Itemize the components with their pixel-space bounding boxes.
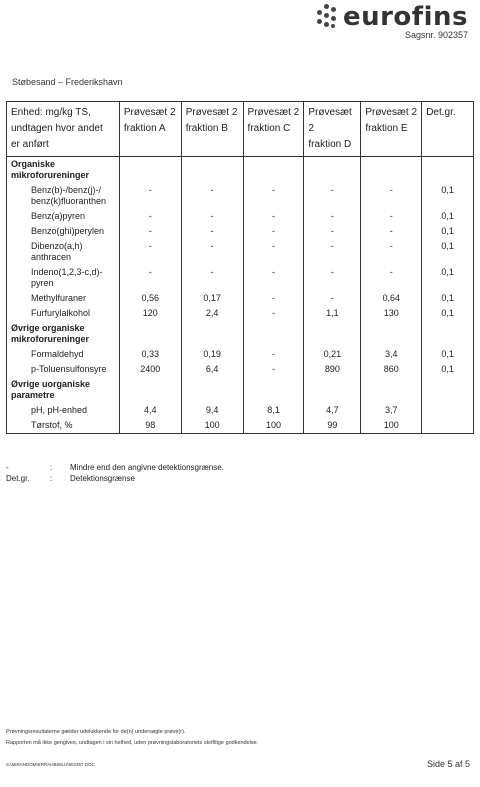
table-row bbox=[7, 239, 474, 265]
value-cell: - bbox=[361, 224, 422, 239]
section-row bbox=[7, 377, 474, 403]
value-cell: - bbox=[119, 224, 181, 239]
value-cell: 2400 bbox=[119, 362, 181, 377]
value-cell: 890 bbox=[304, 362, 361, 377]
footnote bbox=[6, 727, 258, 749]
section-row bbox=[7, 321, 474, 347]
value-cell: 0,1 bbox=[422, 209, 474, 224]
value-cell bbox=[181, 321, 243, 347]
value-cell: 0,21 bbox=[304, 347, 361, 362]
header-column-cell bbox=[243, 102, 304, 157]
value-cell bbox=[361, 377, 422, 403]
value-cell bbox=[181, 157, 243, 184]
value-cell: 98 bbox=[119, 418, 181, 434]
header-line: Prøvesæt 2 bbox=[365, 107, 418, 118]
value-cell: 0,1 bbox=[422, 291, 474, 306]
header-line: fraktion B bbox=[185, 123, 228, 134]
value-cell: 0,19 bbox=[181, 347, 243, 362]
value-cell: 0,1 bbox=[422, 362, 474, 377]
section-label: Organiske mikroforureninger bbox=[7, 157, 120, 184]
header-line: undtagen hvor andet bbox=[11, 123, 103, 134]
header-line: fraktion C bbox=[247, 123, 291, 134]
parameter-label: Formaldehyd bbox=[7, 347, 120, 362]
header-line: Det.gr. bbox=[426, 107, 456, 118]
parameter-label: Tørstof, % bbox=[7, 418, 120, 434]
value-cell bbox=[243, 321, 304, 347]
results-table bbox=[6, 101, 474, 434]
value-cell bbox=[243, 157, 304, 184]
value-cell: 0,1 bbox=[422, 224, 474, 239]
value-cell: 3,7 bbox=[361, 403, 422, 418]
header-line: Prøvesæt 2 bbox=[308, 107, 352, 134]
value-cell: - bbox=[243, 347, 304, 362]
report-subtitle: Støbesand – Frederikshavn bbox=[12, 77, 123, 87]
value-cell: - bbox=[361, 183, 422, 209]
value-cell: 6,4 bbox=[181, 362, 243, 377]
header-line: er anført bbox=[11, 139, 49, 150]
value-cell: 2,4 bbox=[181, 306, 243, 321]
value-cell: 100 bbox=[181, 418, 243, 434]
table-row bbox=[7, 418, 474, 434]
value-cell: - bbox=[243, 224, 304, 239]
document-reference: S:\MIRANDOM\ERRAHB80LU\902357.DOC bbox=[6, 762, 95, 767]
value-cell: - bbox=[181, 224, 243, 239]
value-cell bbox=[422, 157, 474, 184]
value-cell: - bbox=[181, 265, 243, 291]
parameter-label: p-Toluensulfonsyre bbox=[7, 362, 120, 377]
parameter-label: Benz(b)-/benz(j)-/ benz(k)fluoranthen bbox=[7, 183, 120, 209]
value-cell: - bbox=[361, 265, 422, 291]
value-cell: 0,1 bbox=[422, 265, 474, 291]
value-cell: - bbox=[243, 362, 304, 377]
header-line: Prøvesæt 2 bbox=[247, 107, 300, 118]
value-cell: 0,1 bbox=[422, 239, 474, 265]
legend-row bbox=[6, 473, 224, 484]
header-line: Prøvesæt 2 bbox=[123, 107, 176, 118]
value-cell: - bbox=[361, 239, 422, 265]
legend-colon: : bbox=[50, 463, 53, 472]
table-row bbox=[7, 265, 474, 291]
eurofins-logo bbox=[314, 2, 468, 32]
header-column-cell bbox=[119, 102, 181, 157]
value-cell: 1,1 bbox=[304, 306, 361, 321]
value-cell: - bbox=[304, 224, 361, 239]
value-cell: 0,1 bbox=[422, 183, 474, 209]
table-row bbox=[7, 209, 474, 224]
footnote-line-2: Rapporten må ikke gengives, undtagen i sin helhed, uden prøvningslaboratoriets skriftlige godkendelse. bbox=[6, 740, 259, 746]
parameter-label: Methylfuraner bbox=[7, 291, 120, 306]
header-unit-cell bbox=[7, 102, 120, 157]
parameter-label: pH, pH-enhed bbox=[7, 403, 120, 418]
value-cell: - bbox=[304, 183, 361, 209]
value-cell: 9,4 bbox=[181, 403, 243, 418]
value-cell: - bbox=[243, 209, 304, 224]
value-cell: - bbox=[304, 239, 361, 265]
value-cell bbox=[422, 321, 474, 347]
value-cell: 0,56 bbox=[119, 291, 181, 306]
value-cell: 0,17 bbox=[181, 291, 243, 306]
value-cell: 120 bbox=[119, 306, 181, 321]
legend-key: - bbox=[6, 463, 9, 472]
table-row bbox=[7, 347, 474, 362]
value-cell: - bbox=[304, 209, 361, 224]
value-cell: 4,4 bbox=[119, 403, 181, 418]
value-cell: 99 bbox=[304, 418, 361, 434]
value-cell bbox=[181, 377, 243, 403]
value-cell bbox=[119, 377, 181, 403]
value-cell bbox=[304, 321, 361, 347]
legend-row bbox=[6, 462, 224, 473]
table-row bbox=[7, 306, 474, 321]
logo-dots-icon bbox=[314, 4, 340, 30]
value-cell: - bbox=[304, 291, 361, 306]
value-cell: - bbox=[243, 239, 304, 265]
value-cell: 8,1 bbox=[243, 403, 304, 418]
parameter-label: Furfurylalkohol bbox=[7, 306, 120, 321]
section-label: Øvrige uorganiske parametre bbox=[7, 377, 120, 403]
header-column-cell bbox=[361, 102, 422, 157]
value-cell bbox=[422, 418, 474, 434]
value-cell bbox=[304, 377, 361, 403]
value-cell bbox=[243, 377, 304, 403]
value-cell: - bbox=[361, 209, 422, 224]
table-row bbox=[7, 403, 474, 418]
value-cell: 0,33 bbox=[119, 347, 181, 362]
table-header-row bbox=[7, 102, 474, 157]
legend-text: Mindre end den angivne detektionsgrænse. bbox=[70, 463, 224, 472]
value-cell bbox=[422, 377, 474, 403]
parameter-label: Benz(a)pyren bbox=[7, 209, 120, 224]
header-line: Prøvesæt 2 bbox=[185, 107, 238, 118]
value-cell: - bbox=[181, 239, 243, 265]
table-row bbox=[7, 224, 474, 239]
logo-text: eurofins bbox=[342, 2, 468, 32]
value-cell: - bbox=[243, 183, 304, 209]
value-cell: 860 bbox=[361, 362, 422, 377]
value-cell: 100 bbox=[243, 418, 304, 434]
value-cell: 0,64 bbox=[361, 291, 422, 306]
header-column-cell bbox=[181, 102, 243, 157]
value-cell bbox=[422, 403, 474, 418]
page-number: Side 5 af 5 bbox=[426, 759, 470, 769]
value-cell bbox=[361, 321, 422, 347]
value-cell: - bbox=[119, 183, 181, 209]
header-line: fraktion D bbox=[308, 139, 352, 150]
table-row bbox=[7, 183, 474, 209]
legend-colon: : bbox=[50, 474, 53, 483]
value-cell: 100 bbox=[361, 418, 422, 434]
value-cell bbox=[119, 321, 181, 347]
case-number: Sagsnr. 902357 bbox=[404, 30, 468, 40]
value-cell: - bbox=[119, 209, 181, 224]
header-column-cell bbox=[304, 102, 361, 157]
table-row bbox=[7, 362, 474, 377]
value-cell: - bbox=[181, 209, 243, 224]
value-cell: - bbox=[119, 239, 181, 265]
value-cell: 0,1 bbox=[422, 306, 474, 321]
header-column-cell bbox=[422, 102, 474, 157]
value-cell: - bbox=[243, 265, 304, 291]
parameter-label: Indeno(1,2,3-c,d)-pyren bbox=[7, 265, 120, 291]
header-line: fraktion A bbox=[123, 123, 166, 134]
header-line: fraktion E bbox=[365, 123, 408, 134]
parameter-label: Benzo(ghi)perylen bbox=[7, 224, 120, 239]
section-row bbox=[7, 157, 474, 184]
value-cell: - bbox=[243, 306, 304, 321]
legend-key: Det.gr. bbox=[6, 474, 30, 483]
legend-text: Detektionsgrænse bbox=[70, 474, 135, 483]
header-line: Enhed: mg/kg TS, bbox=[11, 107, 91, 118]
table-row bbox=[7, 291, 474, 306]
value-cell: - bbox=[304, 265, 361, 291]
parameter-label: Dibenzo(a,h) anthracen bbox=[7, 239, 120, 265]
value-cell: - bbox=[181, 183, 243, 209]
value-cell: 0,1 bbox=[422, 347, 474, 362]
value-cell: - bbox=[243, 291, 304, 306]
value-cell: - bbox=[119, 265, 181, 291]
section-label: Øvrige organiske mikroforureninger bbox=[7, 321, 120, 347]
value-cell: 3,4 bbox=[361, 347, 422, 362]
value-cell bbox=[119, 157, 181, 184]
value-cell: 4,7 bbox=[304, 403, 361, 418]
legend bbox=[6, 462, 224, 484]
footnote-line-1: Prøvningsresultaterne gælder udelukkende for de(n) undersøgte prøve(r). bbox=[6, 729, 186, 735]
value-cell bbox=[304, 157, 361, 184]
value-cell bbox=[361, 157, 422, 184]
value-cell: 130 bbox=[361, 306, 422, 321]
